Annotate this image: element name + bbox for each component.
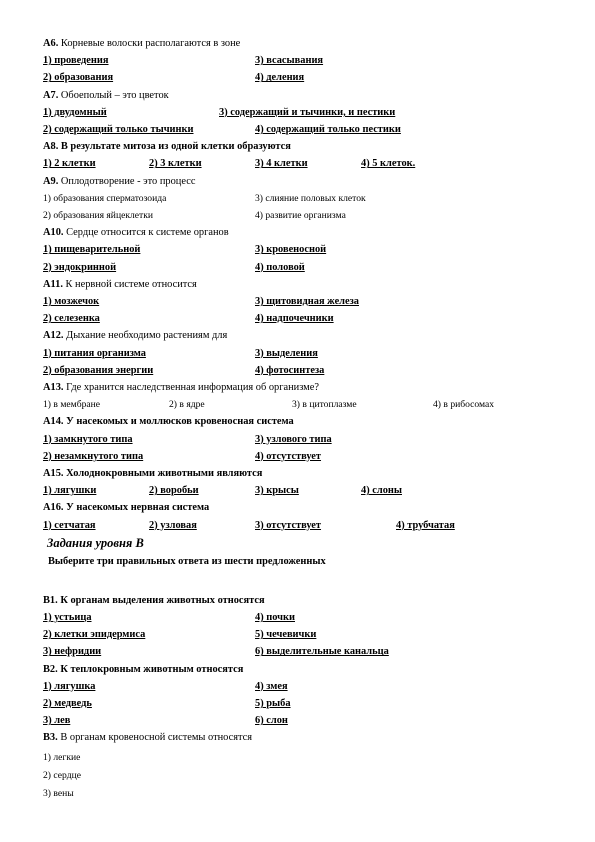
answer-option: 1) 2 клетки bbox=[43, 158, 96, 170]
question-a10 bbox=[43, 226, 229, 239]
answer-option: 4) развитие организма bbox=[255, 210, 346, 221]
answer-option: 3) крысы bbox=[255, 485, 299, 497]
answer-option: 3) кровеносной bbox=[255, 244, 327, 256]
question-number: A12. bbox=[43, 330, 64, 342]
question-a8 bbox=[43, 140, 291, 153]
question-a15 bbox=[43, 467, 262, 480]
section-title: Задания уровня В bbox=[47, 535, 144, 550]
question-number: A14. bbox=[43, 416, 64, 428]
answer-option: 2) образования bbox=[43, 72, 114, 84]
question-text: Оплодотворение - это процесс bbox=[60, 175, 196, 187]
question-text: У насекомых нервная система bbox=[66, 502, 210, 514]
answer-option: 4) половой bbox=[255, 261, 305, 273]
question-b1 bbox=[43, 594, 265, 607]
answer-option: 1) лягушки bbox=[43, 485, 97, 497]
question-b3 bbox=[43, 731, 252, 744]
question-text: Холоднокровными животными являются bbox=[66, 468, 263, 479]
question-text: Где хранится наследственная информация об организме? bbox=[66, 382, 319, 393]
question-a7 bbox=[43, 89, 169, 102]
question-text: В результате митоза из одной клетки образуются bbox=[60, 141, 291, 153]
question-text: Дыхание необходимо растениям для bbox=[66, 330, 228, 342]
question-a9 bbox=[43, 175, 195, 188]
answer-option: 4) змея bbox=[255, 680, 288, 692]
answer-option: 1) замкнутого типа bbox=[43, 433, 133, 445]
instruction: Выберите три правильных ответа из шести предложенных bbox=[48, 555, 326, 567]
answer-option: 3) 4 клетки bbox=[255, 158, 308, 170]
answer-option: 3) содержащий и тычинки, и пестики bbox=[219, 106, 396, 118]
question-number: A8. bbox=[43, 141, 59, 153]
answer-option: 5) рыба bbox=[255, 698, 291, 709]
question-number: A16. bbox=[43, 502, 64, 514]
answer-option: 3) щитовидная железа bbox=[255, 296, 359, 307]
answer-option: 5) чечевички bbox=[255, 629, 317, 641]
question-b2 bbox=[43, 663, 243, 676]
answer-option: 6) слон bbox=[255, 715, 288, 727]
answer-option: 1) пищеварительной bbox=[43, 244, 141, 256]
answer-option: 6) выделительные канальца bbox=[255, 646, 389, 658]
answer-option: 3) отсутствует bbox=[255, 519, 322, 531]
answer-option: 2) эндокринной bbox=[43, 261, 117, 273]
answer-option: 2) в ядре bbox=[169, 399, 205, 411]
question-a11 bbox=[43, 278, 197, 291]
answer-option: 4) деления bbox=[255, 72, 305, 84]
question-text: Сердце относится к системе органов bbox=[66, 227, 229, 239]
answer-option: 1) образования сперматозоида bbox=[43, 192, 167, 204]
answer-option: 3) вены bbox=[43, 787, 74, 799]
answer-option: 1) сетчатая bbox=[43, 519, 96, 531]
question-number: B1. bbox=[43, 594, 58, 606]
answer-option: 2) содержащий только тычинки bbox=[43, 124, 194, 135]
answer-option: 3) нефридии bbox=[43, 646, 102, 658]
answer-option: 3) лев bbox=[43, 715, 71, 727]
answer-option: 4) слоны bbox=[361, 485, 402, 497]
answer-option: 1) лягушка bbox=[43, 680, 96, 692]
question-text: У насекомых и моллюсков кровеносная система bbox=[66, 416, 294, 428]
answer-option: 4) содержащий только пестики bbox=[255, 124, 401, 135]
answer-option: 3) в цитоплазме bbox=[292, 399, 357, 411]
answer-option: 2) 3 клетки bbox=[149, 158, 202, 170]
question-a14 bbox=[43, 415, 294, 428]
answer-option: 2) образования энергии bbox=[43, 364, 154, 376]
question-text: К теплокровным животным относятся bbox=[60, 663, 244, 675]
question-a6 bbox=[43, 37, 240, 50]
question-a13 bbox=[43, 381, 319, 394]
answer-option: 4) в рибосомах bbox=[433, 399, 495, 411]
answer-option: 2) сердце bbox=[43, 769, 81, 781]
question-number: A10. bbox=[43, 227, 64, 239]
question-number: A11. bbox=[43, 278, 63, 290]
question-text: В органам кровеносной системы относятся bbox=[60, 732, 253, 744]
question-a16 bbox=[43, 501, 209, 514]
answer-option: 4) 5 клеток. bbox=[361, 158, 416, 170]
answer-option: 2) узловая bbox=[149, 519, 197, 531]
answer-option: 4) надпочечники bbox=[255, 313, 334, 325]
answer-option: 2) селезенка bbox=[43, 313, 100, 325]
answer-option: 2) воробьи bbox=[149, 485, 199, 497]
answer-option: 1) устьица bbox=[43, 612, 92, 623]
answer-option: 1) проведения bbox=[43, 55, 109, 67]
answer-option: 1) легкие bbox=[43, 751, 81, 763]
answer-option: 1) в мембране bbox=[43, 399, 101, 411]
question-number: A15. bbox=[43, 468, 64, 479]
answer-option: 3) слияние половых клеток bbox=[255, 192, 366, 204]
answer-option: 3) всасывания bbox=[255, 55, 324, 67]
question-number: A9. bbox=[43, 175, 59, 187]
question-text: К органам выделения животных относятся bbox=[60, 594, 265, 606]
answer-option: 1) мозжечок bbox=[43, 296, 100, 307]
answer-option: 4) почки bbox=[255, 612, 295, 623]
answer-option: 2) медведь bbox=[43, 698, 92, 709]
question-a12 bbox=[43, 329, 227, 342]
question-number: A6. bbox=[43, 38, 59, 49]
answer-option: 2) клетки эпидермиса bbox=[43, 629, 146, 641]
answer-option: 2) образования яйцеклетки bbox=[43, 210, 154, 221]
question-number: B2. bbox=[43, 663, 58, 675]
answer-option: 1) двудомный bbox=[43, 106, 107, 118]
answer-option: 4) фотосинтеза bbox=[255, 364, 325, 376]
question-number: B3. bbox=[43, 732, 58, 744]
answer-option: 4) трубчатая bbox=[396, 519, 455, 531]
answer-option: 3) узлового типа bbox=[255, 433, 332, 445]
answer-option: 2) незамкнутого типа bbox=[43, 450, 144, 462]
question-text: К нервной системе относится bbox=[65, 278, 197, 290]
answer-option: 1) питания организма bbox=[43, 347, 146, 359]
answer-option: 3) выделения bbox=[255, 347, 318, 359]
question-number: A13. bbox=[43, 382, 64, 393]
question-text: Обоеполый – это цветок bbox=[60, 89, 169, 101]
answer-option: 4) отсутствует bbox=[255, 450, 322, 462]
question-text: Корневые волоски располагаются в зоне bbox=[60, 38, 241, 49]
question-number: A7. bbox=[43, 89, 59, 101]
